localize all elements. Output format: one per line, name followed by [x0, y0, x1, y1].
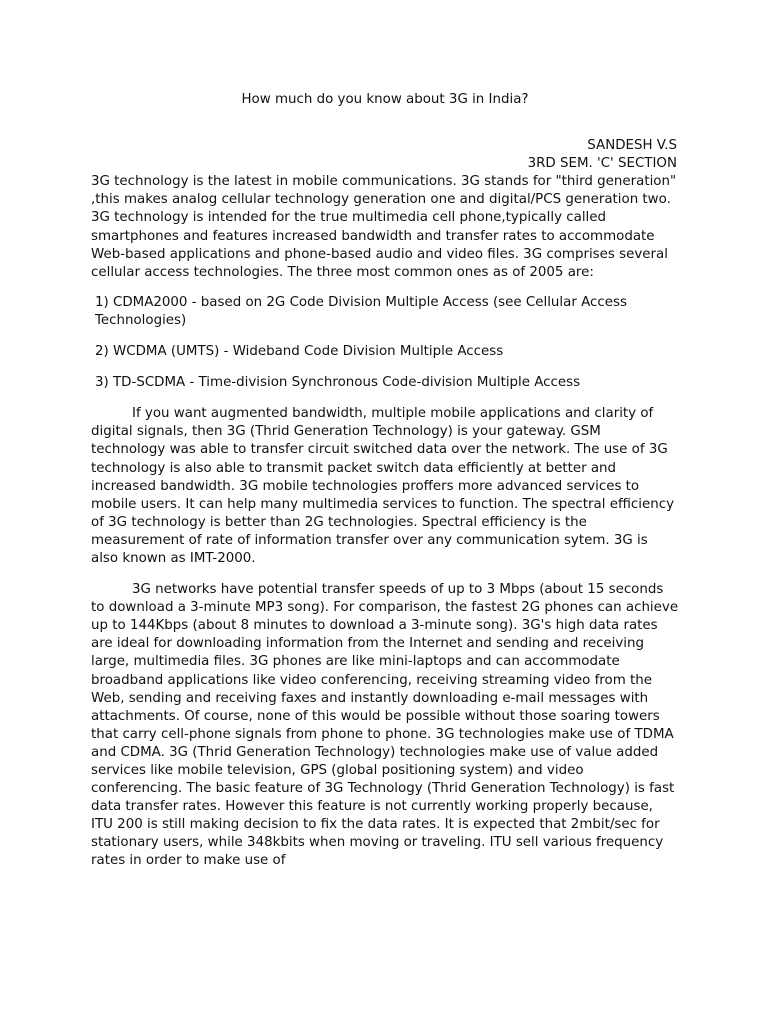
document-page [91, 91, 679, 884]
intro-paragraph: 3G technology is the latest in mobile communications. 3G stands for "third generation" ,this makes analog cellular technology generation one and digital/PCS generation two. 3G technology is intended for the true multimedia cell phone,typically called smartphones and features increased bandwidth and transfer rates to accommodate Web-based applications and phone-based audio and video files. 3G comprises several cellular access technologies. The three most common ones as of 2005 are: [91, 174, 677, 280]
list-item-cdma2000: 1) CDMA2000 - based on 2G Code Division Multiple Access (see Cellular Access Technologies) [95, 294, 627, 328]
author-name: SANDESH V.S [587, 138, 677, 154]
body-paragraph-bandwidth: If you want augmented bandwidth, multiple mobile applications and clarity of digital signals, then 3G (Thrid Generation Technology) is your gateway. GSM technology was able to transfer circuit switched data over the network. The use of 3G technology is also able to transmit packet switch data efficiently at better and increased bandwidth. 3G mobile technologies proffers more advanced services to mobile users. It can help many multimedia services to function. The spectral efficiency of 3G technology is better than 2G technologies. Spectral efficiency is the measurement of rate of information transfer over any communication sytem. 3G is also known as IMT-2000. [91, 406, 675, 566]
body-paragraph-transfer-speeds: 3G networks have potential transfer speeds of up to 3 Mbps (about 15 seconds to download a 3-minute MP3 song). For comparison, the fastest 2G phones can achieve up to 144Kbps (about 8 minutes to download a 3-minute song). 3G's high data rates are ideal for downloading information from the Internet and sending and receiving large, multimedia files. 3G phones are like mini-laptops and can accommodate broadband applications like video conferencing, receiving streaming video from the Web, sending and receiving faxes and instantly downloading e-mail messages with attachments. Of course, none of this would be possible without those soaring towers that carry cell-phone signals from phone to phone. 3G technologies make use of TDMA and CDMA. 3G (Thrid Generation Technology) technologies make use of value added services like mobile television, GPS (global positioning system) and video conferencing. The basic feature of 3G Technology (Thrid Generation Technology) is fast data transfer rates. However this feature is not currently working properly because, ITU 200 is still making decision to fix the data rates. It is expected that 2mbit/sec for stationary users, while 348kbits when moving or traveling. ITU sell various frequency rates in order to make use of [91, 582, 679, 869]
document-title: How much do you know about 3G in India? [241, 92, 529, 107]
author-section: 3RD SEM. 'C' SECTION [527, 156, 677, 172]
list-item-wcdma: 2) WCDMA (UMTS) - Wideband Code Division Multiple Access [95, 344, 504, 360]
list-item-td-scdma: 3) TD-SCDMA - Time-division Synchronous Code-division Multiple Access [95, 375, 581, 391]
